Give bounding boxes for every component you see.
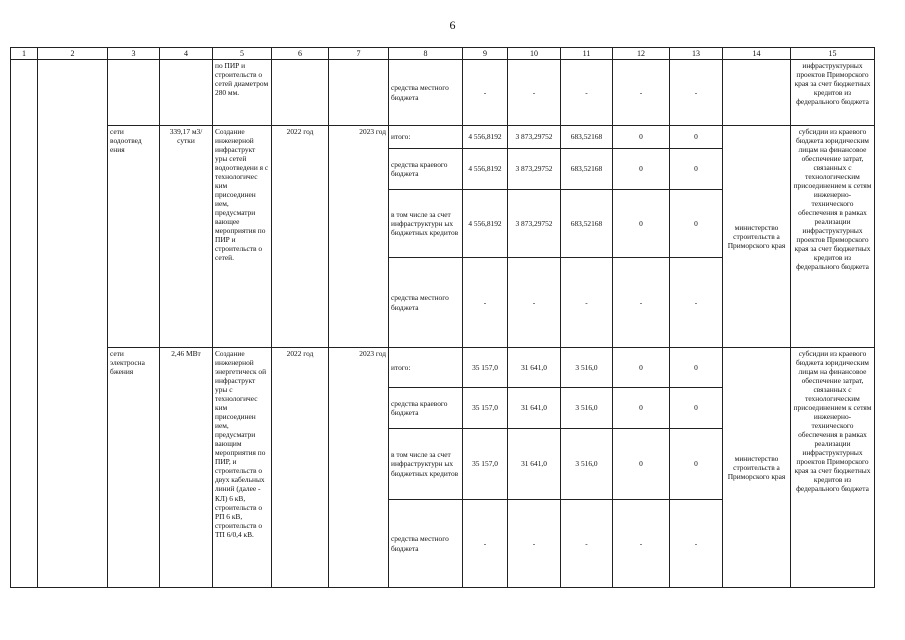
cell-value: 3 873,29752 <box>508 190 561 258</box>
cell-description: Создание инженерной инфраструкт уры сетей водоотведени я с технологичес ким присоединен ием, предусматри вающее мероприятия по ПИР и строительств о сетей. <box>213 126 272 348</box>
cell-value: 683,52168 <box>561 190 613 258</box>
cell-source: в том числе за счет инфраструктурн ых бюджетных кредитов <box>389 190 463 258</box>
cell-value: 3 516,0 <box>561 388 613 429</box>
cell-value: 0 <box>613 429 670 500</box>
cell-value: - <box>613 258 670 348</box>
cell-source: средства местного бюджета <box>389 500 463 588</box>
budget-table <box>10 47 875 588</box>
cell-source: средства краевого бюджета <box>389 149 463 190</box>
header-cell: 11 <box>561 48 613 60</box>
cell-source: средства местного бюджета <box>389 258 463 348</box>
cell-value: 0 <box>670 149 723 190</box>
header-cell: 7 <box>329 48 389 60</box>
cell-value: - <box>463 60 508 126</box>
header-cell: 15 <box>791 48 875 60</box>
header-cell: 1 <box>11 48 38 60</box>
header-cell: 10 <box>508 48 561 60</box>
cell-object: сети электросна бжения <box>108 348 160 588</box>
cell-value: 0 <box>670 429 723 500</box>
cell-value: 3 516,0 <box>561 348 613 388</box>
cell-value: 35 157,0 <box>463 388 508 429</box>
table-row <box>11 126 875 149</box>
cell-value: - <box>508 258 561 348</box>
cell-value: 0 <box>613 149 670 190</box>
cell-value: 0 <box>613 388 670 429</box>
cell-note: субсидии из краевого бюджета юридическим лицам на финансовое обеспечение затрат, связанных с технологическим присоединением к сетям инженерно-технического обеспечения в рамках реализации инфраструктурных проектов Приморского края за счет бюджетных кредитов из федерального бюджета <box>791 348 875 588</box>
cell-executor: министерство строительств а Приморского края <box>723 126 791 348</box>
cell-value: - <box>508 500 561 588</box>
cell-value: 0 <box>670 190 723 258</box>
header-cell: 2 <box>38 48 108 60</box>
header-cell: 6 <box>272 48 329 60</box>
cell-end: 2023 год <box>329 126 389 348</box>
cell-value: 3 873,29752 <box>508 126 561 149</box>
cell-value: 31 641,0 <box>508 429 561 500</box>
cell-description: Создание инженерной энергетическ ой инфраструкт уры с технологичес ким присоединен ием, предусматри вающим мероприятия по ПИР, и строительств о двух кабельных линий (далее - КЛ) 6 кВ, строительств о РП 6 кВ, строительств о ТП 6/0,4 кВ. <box>213 348 272 588</box>
cell-object: сети водоотвед ения <box>108 126 160 348</box>
cell-value: - <box>561 500 613 588</box>
cell-capacity: 339,17 м3/сутки <box>160 126 213 348</box>
cell-value: 35 157,0 <box>463 429 508 500</box>
header-cell: 8 <box>389 48 463 60</box>
cell-value: 31 641,0 <box>508 388 561 429</box>
cell-source: в том числе за счет инфраструктурн ых бюджетных кредитов <box>389 429 463 500</box>
cell-value: - <box>463 258 508 348</box>
cell-source: итого: <box>389 348 463 388</box>
cell-value: 35 157,0 <box>463 348 508 388</box>
cell-value: 0 <box>613 348 670 388</box>
cell-col2 <box>38 60 108 588</box>
header-cell: 5 <box>213 48 272 60</box>
cell-value: 4 556,8192 <box>463 149 508 190</box>
cell-source: средства краевого бюджета <box>389 388 463 429</box>
page-number: 6 <box>449 18 456 32</box>
cell-value: - <box>561 60 613 126</box>
cell-start: 2022 год <box>272 348 329 588</box>
cell-value: - <box>670 258 723 348</box>
cell-note: субсидии из краевого бюджета юридическим лицам на финансовое обеспечение затрат, связанных с технологическим присоединением к сетям инженерно-технического обеспечения в рамках реализации инфраструктурных проектов Приморского края за счет бюджетных кредитов из федерального бюджета <box>791 126 875 348</box>
cell-value: - <box>463 500 508 588</box>
cell-value: 0 <box>613 190 670 258</box>
cell-value: 0 <box>670 126 723 149</box>
cell-capacity <box>160 60 213 126</box>
cell-value: - <box>670 500 723 588</box>
cell-value: 683,52168 <box>561 149 613 190</box>
cell-value: 683,52168 <box>561 126 613 149</box>
cell-value: - <box>508 60 561 126</box>
header-cell: 12 <box>613 48 670 60</box>
cell-end: 2023 год <box>329 348 389 588</box>
cell-start: 2022 год <box>272 126 329 348</box>
cell-executor: министерство строительств а Приморского края <box>723 348 791 588</box>
cell-value: - <box>613 60 670 126</box>
cell-value: 3 873,29752 <box>508 149 561 190</box>
cell-value: 0 <box>670 348 723 388</box>
cell-note: инфраструктурных проектов Приморского края за счет бюджетных кредитов из федерального бюджета <box>791 60 875 126</box>
cell-value: - <box>670 60 723 126</box>
cell-value: - <box>561 258 613 348</box>
header-cell: 14 <box>723 48 791 60</box>
cell-value: 4 556,8192 <box>463 190 508 258</box>
header-row <box>11 48 875 60</box>
cell-source: итого: <box>389 126 463 149</box>
cell-source: средства местного бюджета <box>389 60 463 126</box>
table-row <box>11 348 875 388</box>
header-cell: 9 <box>463 48 508 60</box>
cell-value: - <box>613 500 670 588</box>
cell-value: 4 556,8192 <box>463 126 508 149</box>
cell-end <box>329 60 389 126</box>
header-cell: 4 <box>160 48 213 60</box>
cell-value: 0 <box>613 126 670 149</box>
cell-value: 3 516,0 <box>561 429 613 500</box>
table-row <box>11 60 875 126</box>
cell-object <box>108 60 160 126</box>
header-cell: 13 <box>670 48 723 60</box>
cell-executor <box>723 60 791 126</box>
cell-value: 31 641,0 <box>508 348 561 388</box>
cell-start <box>272 60 329 126</box>
cell-col1 <box>11 60 38 588</box>
cell-capacity: 2,46 МВт <box>160 348 213 588</box>
cell-description: по ПИР и строительств о сетей диаметром 280 мм. <box>213 60 272 126</box>
cell-value: 0 <box>670 388 723 429</box>
header-cell: 3 <box>108 48 160 60</box>
